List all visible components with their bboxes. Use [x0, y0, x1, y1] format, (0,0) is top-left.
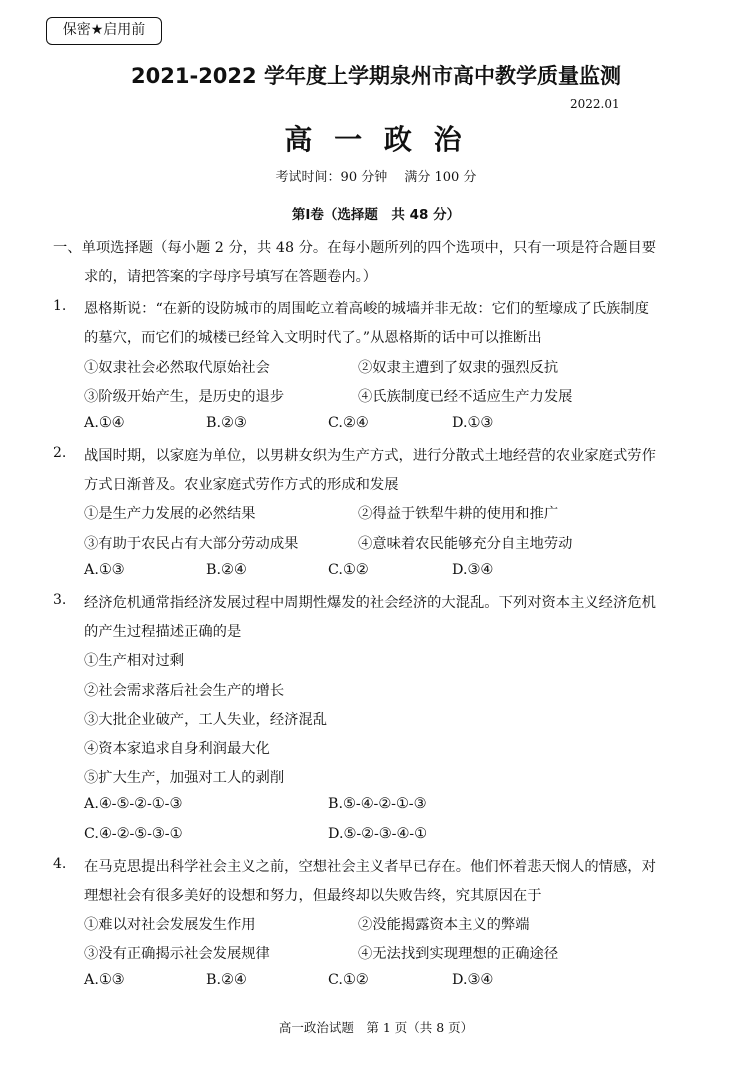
q3-option-a: A.④-⑤-②-①-③	[84, 796, 183, 812]
q1-statement-3: ③阶级开始产生，是历史的退步	[84, 389, 285, 405]
q4-option-a: A.①③	[84, 972, 125, 988]
q4-option-d: D.③④	[452, 972, 494, 988]
exam-title: 2021-2022 学年度上学期泉州市高中教学质量监测	[131, 64, 621, 88]
exam-date: 2022.01	[570, 97, 620, 111]
q3-statement-2: ②社会需求落后社会生产的增长	[84, 683, 285, 699]
q1-option-b: B.②③	[206, 415, 247, 431]
q3-stem-line-1: 经济危机通常指经济发展过程中周期性爆发的社会经济的大混乱。下列对资本主义经济危机	[84, 595, 656, 611]
q3-stem-line-2: 的产生过程描述正确的是	[84, 624, 242, 640]
q2-statement-3: ③有助于农民占有大部分劳动成果	[84, 536, 299, 552]
q3-statement-4: ④资本家追求自身利润最大化	[84, 741, 270, 757]
q4-stem-line-2: 理想社会有很多美好的设想和努力，但最终却以失败告终，究其原因在于	[84, 888, 542, 904]
instructions-line-1: 一、单项选择题（每小题 2 分，共 48 分。在每小题所列的四个选项中，只有一项是符合题目要	[53, 240, 657, 256]
q4-number: 4.	[53, 856, 67, 872]
q4-option-c: C.①②	[328, 972, 369, 988]
q4-statement-1: ①难以对社会发展发生作用	[84, 917, 256, 933]
q3-statement-5: ⑤扩大生产，加强对工人的剥削	[84, 770, 285, 786]
q3-option-c: C.④-②-⑤-③-①	[84, 826, 183, 842]
q2-statement-1: ①是生产力发展的必然结果	[84, 506, 256, 522]
q2-option-c: C.①②	[328, 562, 369, 578]
q2-statement-2: ②得益于铁犁牛耕的使用和推广	[358, 506, 559, 522]
q3-option-d: D.⑤-②-③-④-①	[328, 826, 427, 842]
section-title: 第Ⅰ卷（选择题 共 48 分）	[291, 207, 461, 223]
q4-statement-2: ②没能揭露资本主义的弊端	[358, 917, 530, 933]
q2-number: 2.	[53, 445, 67, 461]
q3-option-b: B.⑤-④-②-①-③	[328, 796, 427, 812]
q4-option-b: B.②④	[206, 972, 247, 988]
q1-statement-4: ④氏族制度已经不适应生产力发展	[358, 389, 573, 405]
q2-option-d: D.③④	[452, 562, 494, 578]
q1-statement-2: ②奴隶主遭到了奴隶的强烈反抗	[358, 360, 559, 376]
q4-statement-3: ③没有正确揭示社会发展规律	[84, 946, 270, 962]
q1-stem-line-2: 的墓穴，而它们的城楼已经耸入文明时代了。”从恩格斯的话中可以推断出	[84, 330, 542, 346]
q2-option-a: A.①③	[84, 562, 125, 578]
q1-statement-1: ①奴隶社会必然取代原始社会	[84, 360, 270, 376]
page-footer: 高一政治试题 第 1 页（共 8 页）	[278, 1020, 474, 1035]
q1-stem-line-1: 恩格斯说：“在新的设防城市的周围屹立着高峻的城墙并非无故：它们的堑壕成了氏族制度	[84, 301, 649, 317]
q1-option-c: C.②④	[328, 415, 369, 431]
q1-option-a: A.①④	[84, 415, 125, 431]
q1-number: 1.	[53, 298, 67, 314]
q3-statement-1: ①生产相对过剩	[84, 653, 185, 669]
confidential-badge: 保密★启用前	[46, 17, 162, 45]
q3-number: 3.	[53, 592, 67, 608]
exam-info: 考试时间：90 分钟 满分 100 分	[275, 170, 477, 185]
q3-statement-3: ③大批企业破产，工人失业，经济混乱	[84, 712, 328, 728]
instructions-line-2: 求的，请把答案的字母序号填写在答题卷内。）	[84, 269, 378, 285]
q1-option-d: D.①③	[452, 415, 494, 431]
subject-title: 高 一 政 治	[284, 123, 468, 156]
q2-statement-4: ④意味着农民能够充分自主地劳动	[358, 536, 573, 552]
q2-stem-line-2: 方式日渐普及。农业家庭式劳作方式的形成和发展	[84, 477, 399, 493]
q2-stem-line-1: 战国时期，以家庭为单位，以男耕女织为生产方式，进行分散式土地经营的农业家庭式劳作	[84, 448, 656, 464]
q2-option-b: B.②④	[206, 562, 247, 578]
q4-statement-4: ④无法找到实现理想的正确途径	[358, 946, 559, 962]
q4-stem-line-1: 在马克思提出科学社会主义之前，空想社会主义者早已存在。他们怀着悲天悯人的情感，对	[84, 859, 656, 875]
